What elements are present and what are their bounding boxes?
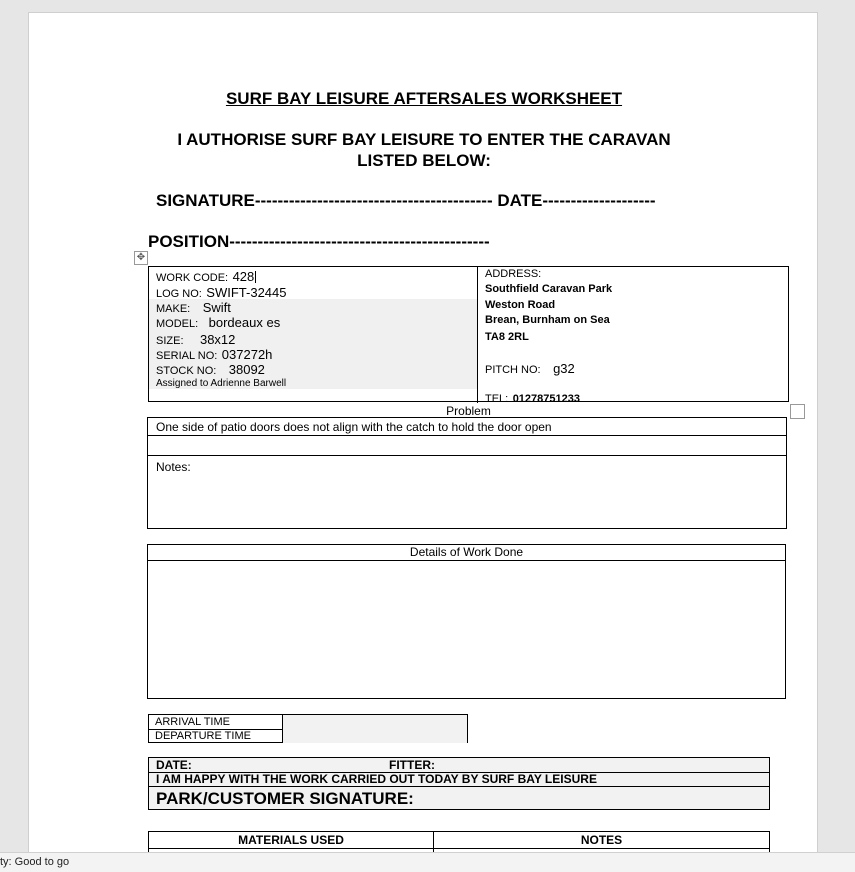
work-code-label: WORK CODE: xyxy=(156,272,229,284)
model-row[interactable] xyxy=(156,314,280,332)
log-no-value[interactable]: SWIFT-32445 xyxy=(206,285,287,300)
materials-used-header: MATERIALS USED xyxy=(238,833,344,847)
work-code-value[interactable]: 428 xyxy=(232,269,255,284)
pitch-value[interactable]: g32 xyxy=(553,361,575,376)
checkbox[interactable] xyxy=(790,404,805,419)
customer-signature-label: PARK/CUSTOMER SIGNATURE: xyxy=(156,789,414,808)
serial-value[interactable]: 037272h xyxy=(221,347,273,362)
problem-header: Problem xyxy=(446,404,491,418)
status-bar xyxy=(0,852,855,872)
arrival-label: ARRIVAL TIME xyxy=(149,715,283,729)
stock-row[interactable] xyxy=(156,361,265,379)
make-label: MAKE: xyxy=(156,303,191,315)
fitter-label: FITTER: xyxy=(389,758,435,772)
authorisation-line-1: I AUTHORISE SURF BAY LEISURE TO ENTER THE CARAVAN xyxy=(177,130,671,149)
stock-value[interactable]: 38092 xyxy=(228,362,265,377)
address-line-4: TA8 2RL xyxy=(485,331,529,343)
departure-row xyxy=(149,729,467,743)
tel-value[interactable]: 01278751233 xyxy=(512,393,580,405)
table-move-handle-icon[interactable]: ✥ xyxy=(134,251,148,265)
signature-date-line: SIGNATURE------------------------------------------ DATE-------------------- xyxy=(156,191,656,210)
departure-time-field[interactable] xyxy=(283,729,467,743)
address-line-1: Southfield Caravan Park xyxy=(485,283,613,295)
serial-label: SERIAL NO: xyxy=(156,350,218,362)
problem-description[interactable]: One side of patio doors does not align with the catch to hold the door open xyxy=(148,418,786,436)
info-column-divider xyxy=(477,267,478,403)
problem-blank-row[interactable] xyxy=(148,436,786,456)
model-label: MODEL: xyxy=(156,318,199,330)
arrival-row xyxy=(149,715,467,730)
text-cursor xyxy=(255,271,256,283)
caravan-info-table xyxy=(148,266,789,405)
materials-header-line xyxy=(149,848,769,849)
happy-statement: I AM HAPPY WITH THE WORK CARRIED OUT TODAY BY SURF BAY LEISURE xyxy=(149,772,769,787)
status-text: ty: Good to go xyxy=(0,856,70,868)
date-label: DATE: xyxy=(156,758,192,772)
worksheet-title: SURF BAY LEISURE AFTERSALES WORKSHEET xyxy=(225,89,623,108)
address-label: ADDRESS: xyxy=(485,268,542,280)
log-no-label: LOG NO: xyxy=(156,288,202,300)
position-line: POSITION---------------------------------------------- xyxy=(148,232,490,251)
stock-label: STOCK NO: xyxy=(156,365,217,377)
date-fitter-row xyxy=(149,758,769,773)
pitch-row[interactable] xyxy=(485,360,575,378)
notes-label: Notes: xyxy=(156,460,191,474)
size-label: SIZE: xyxy=(156,335,184,347)
model-value[interactable]: bordeaux es xyxy=(208,315,281,330)
assigned-text: Assigned to Adrienne Barwell xyxy=(156,378,287,389)
tel-label: TEL: xyxy=(485,393,509,405)
address-line-3: Brean, Burnham on Sea xyxy=(485,314,610,326)
document-page xyxy=(28,12,818,862)
pitch-label: PITCH NO: xyxy=(485,364,541,376)
departure-label: DEPARTURE TIME xyxy=(149,729,283,743)
authorisation-statement xyxy=(29,129,818,171)
size-value[interactable]: 38x12 xyxy=(199,332,236,347)
make-value[interactable]: Swift xyxy=(202,300,231,315)
customer-signoff-table xyxy=(148,757,770,810)
work-done-header: Details of Work Done xyxy=(148,545,785,561)
authorisation-line-2: LISTED BELOW: xyxy=(357,151,491,170)
arrival-time-field[interactable] xyxy=(283,715,467,729)
problem-table xyxy=(147,417,787,529)
work-done-table xyxy=(147,544,786,699)
materials-notes-header: NOTES xyxy=(580,833,623,847)
address-line-2: Weston Road xyxy=(485,299,556,311)
times-table xyxy=(148,714,468,743)
